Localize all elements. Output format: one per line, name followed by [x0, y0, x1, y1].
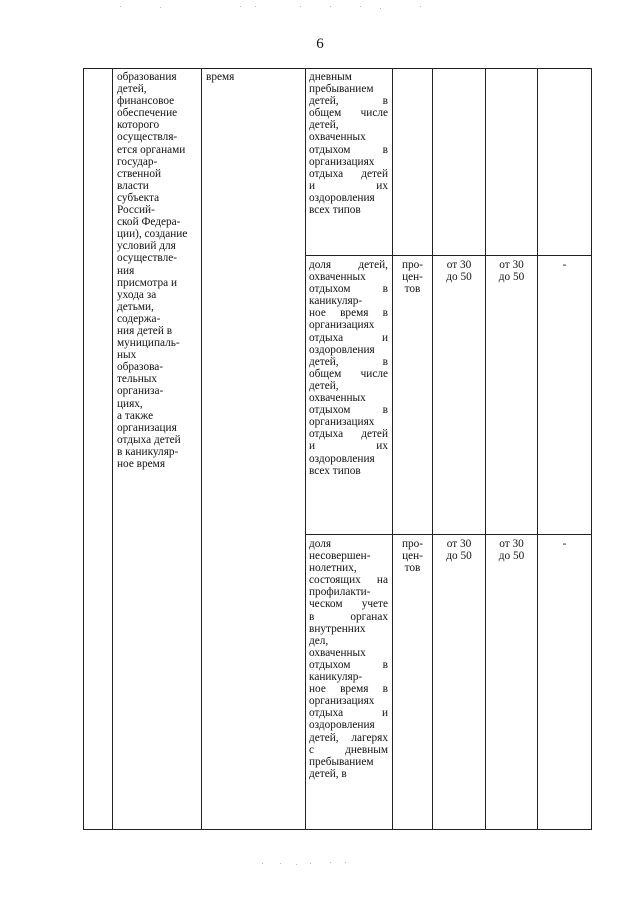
text-line: оздоровления: [309, 719, 375, 732]
text-line: муниципаль-: [117, 337, 180, 350]
scan-speck: [160, 7, 161, 8]
text-line: ется органами: [117, 143, 186, 156]
text-line: отдыха детей: [309, 428, 388, 441]
text-line: внутренних: [309, 622, 366, 635]
unit-cell: [393, 538, 432, 574]
text-line: организациях: [309, 695, 375, 708]
text-line: Россий-: [117, 204, 155, 217]
text-line: -: [562, 259, 567, 271]
text-line: цен-: [402, 271, 423, 284]
text-line: несовершен-: [309, 550, 371, 563]
text-line: дел,: [309, 634, 329, 647]
text-line: до 50: [446, 271, 472, 284]
text-line: детей,: [309, 119, 339, 132]
scan-speck: [360, 6, 361, 7]
text-line: до 50: [498, 550, 525, 563]
value-cell-2: [486, 538, 537, 562]
column-divider: [201, 68, 202, 830]
text-line: организа-: [117, 385, 164, 398]
text-line: ния детей в: [117, 324, 173, 337]
text-line: отдыхом в: [309, 283, 388, 296]
table-border-right: [591, 68, 592, 830]
scan-speck: [255, 6, 256, 7]
text-line: охваченных: [309, 271, 366, 284]
page-number: 6: [316, 36, 324, 52]
text-line: охваченных: [309, 646, 366, 659]
text-line: до 50: [498, 271, 525, 284]
scan-speck: [330, 6, 331, 7]
text-line: в органах: [309, 610, 388, 623]
text-line: присмотра и: [117, 276, 178, 289]
text-line: ное время в: [309, 683, 388, 696]
column-divider: [305, 68, 306, 830]
period-cell: [206, 71, 302, 83]
text-line: отдыхом в: [309, 143, 388, 156]
text-line: осуществля-: [117, 131, 178, 144]
scan-speck: [310, 863, 311, 864]
scan-speck: [380, 8, 381, 9]
text-line: субъекта: [117, 191, 160, 204]
text-line: а также: [117, 409, 154, 422]
text-line: организациях: [309, 416, 375, 429]
scan-speck: [280, 863, 281, 864]
scan-speck: [262, 863, 263, 864]
scan-artifact-bottom: [0, 862, 640, 866]
text-line: государ-: [117, 155, 158, 168]
text-line: образования: [117, 71, 177, 83]
text-line: циях,: [117, 397, 143, 410]
text-line: отдыха и: [309, 331, 388, 344]
text-line: про-: [401, 259, 424, 271]
text-line: нолетних,: [309, 562, 357, 575]
text-line: тов: [404, 562, 421, 575]
table-border-left: [83, 68, 84, 830]
text-line: отдыхом в: [309, 404, 388, 417]
text-line: образова-: [117, 361, 164, 374]
text-line: от 30: [499, 538, 524, 550]
text-line: детей, в: [309, 95, 388, 108]
scan-speck: [330, 862, 331, 863]
text-line: организациях: [309, 319, 375, 332]
column-divider: [537, 68, 538, 830]
text-line: охваченных: [309, 392, 366, 405]
text-line: в каникуляр-: [117, 445, 179, 458]
column-divider: [432, 68, 433, 830]
text-line: до 50: [446, 550, 472, 563]
text-line: всех типов: [309, 204, 361, 217]
value-cell-2: [486, 259, 537, 283]
text-line: пребыванием: [309, 83, 374, 96]
text-line: дневным: [309, 71, 352, 83]
text-line: которого: [117, 119, 160, 132]
text-line: детей,: [309, 379, 339, 392]
text-line: детьми,: [117, 300, 154, 313]
text-line: детей,: [117, 83, 147, 96]
text-line: власти: [117, 179, 149, 192]
text-line: от 30: [499, 259, 524, 271]
indicator-cell: [309, 538, 388, 780]
text-line: ное время: [117, 458, 166, 470]
text-line: оздоровления: [309, 343, 375, 356]
indicators-table: [83, 68, 592, 830]
text-line: организациях: [309, 155, 375, 168]
value-cell-3: [538, 538, 591, 550]
text-line: оздоровления: [309, 191, 375, 204]
text-line: отдыха детей: [309, 167, 388, 180]
text-line: ции), создание: [117, 228, 188, 241]
column-divider: [485, 68, 486, 830]
text-line: с дневным: [309, 743, 388, 756]
text-line: отдыхом в: [309, 658, 388, 671]
text-line: детей, лагерях: [309, 731, 388, 744]
scan-speck: [240, 6, 241, 7]
text-line: детей, в: [309, 355, 388, 368]
text-line: отдыха и: [309, 707, 388, 720]
text-line: и их: [309, 440, 388, 453]
scan-speck: [120, 6, 121, 7]
text-line: условий для: [117, 240, 176, 253]
text-line: ухода за: [117, 288, 157, 301]
program-description-cell: [117, 71, 199, 470]
text-line: каникуляр-: [309, 295, 363, 308]
text-line: ственной: [117, 167, 162, 180]
text-line: осуществле-: [117, 252, 177, 265]
text-line: ное время в: [309, 307, 388, 320]
indicator-cell: [309, 71, 388, 216]
scan-speck: [300, 6, 301, 7]
text-line: отдыха детей: [117, 433, 181, 446]
value-cell-1: [433, 259, 485, 283]
period-text: время: [206, 71, 235, 83]
text-line: общем числе: [309, 367, 388, 380]
value-cell-1: [433, 538, 485, 562]
text-line: ческом учете: [309, 598, 388, 611]
row-divider: [305, 534, 592, 535]
scan-speck: [296, 864, 297, 865]
text-line: состоящих на: [309, 574, 388, 587]
text-line: доля: [309, 538, 332, 550]
scan-speck: [420, 6, 421, 7]
table-border-bottom: [83, 829, 592, 830]
text-line: содержа-: [117, 312, 161, 325]
text-line: детей, в: [309, 767, 347, 780]
text-line: финансовое: [117, 95, 175, 108]
indicator-cell: [309, 259, 388, 477]
text-line: организация: [117, 421, 177, 434]
text-line: оздоровления: [309, 452, 375, 465]
unit-cell: [393, 259, 432, 295]
text-line: цен-: [402, 550, 423, 563]
text-line: общем числе: [309, 107, 388, 120]
text-line: обеспечение: [117, 107, 178, 120]
text-line: ния: [117, 264, 135, 277]
text-line: -: [562, 538, 567, 550]
table-border-top: [83, 68, 592, 69]
column-divider: [392, 68, 393, 830]
text-line: ных: [117, 349, 137, 362]
text-line: всех типов: [309, 464, 361, 477]
text-line: от 30: [446, 259, 472, 271]
column-divider: [112, 68, 113, 830]
text-line: каникуляр-: [309, 671, 363, 684]
text-line: тов: [404, 283, 421, 296]
text-line: от 30: [446, 538, 472, 550]
text-line: и их: [309, 179, 388, 192]
scan-speck: [345, 862, 346, 863]
text-line: пребыванием: [309, 755, 374, 768]
text-line: профилакти-: [309, 586, 371, 599]
scan-artifact-top: [0, 6, 640, 10]
text-line: доля детей,: [309, 259, 388, 271]
text-line: охваченных: [309, 131, 366, 144]
text-line: про-: [401, 538, 424, 550]
text-line: ской Федера-: [117, 216, 181, 229]
row-divider: [305, 255, 592, 256]
value-cell-3: [538, 259, 591, 271]
text-line: тельных: [117, 373, 158, 386]
